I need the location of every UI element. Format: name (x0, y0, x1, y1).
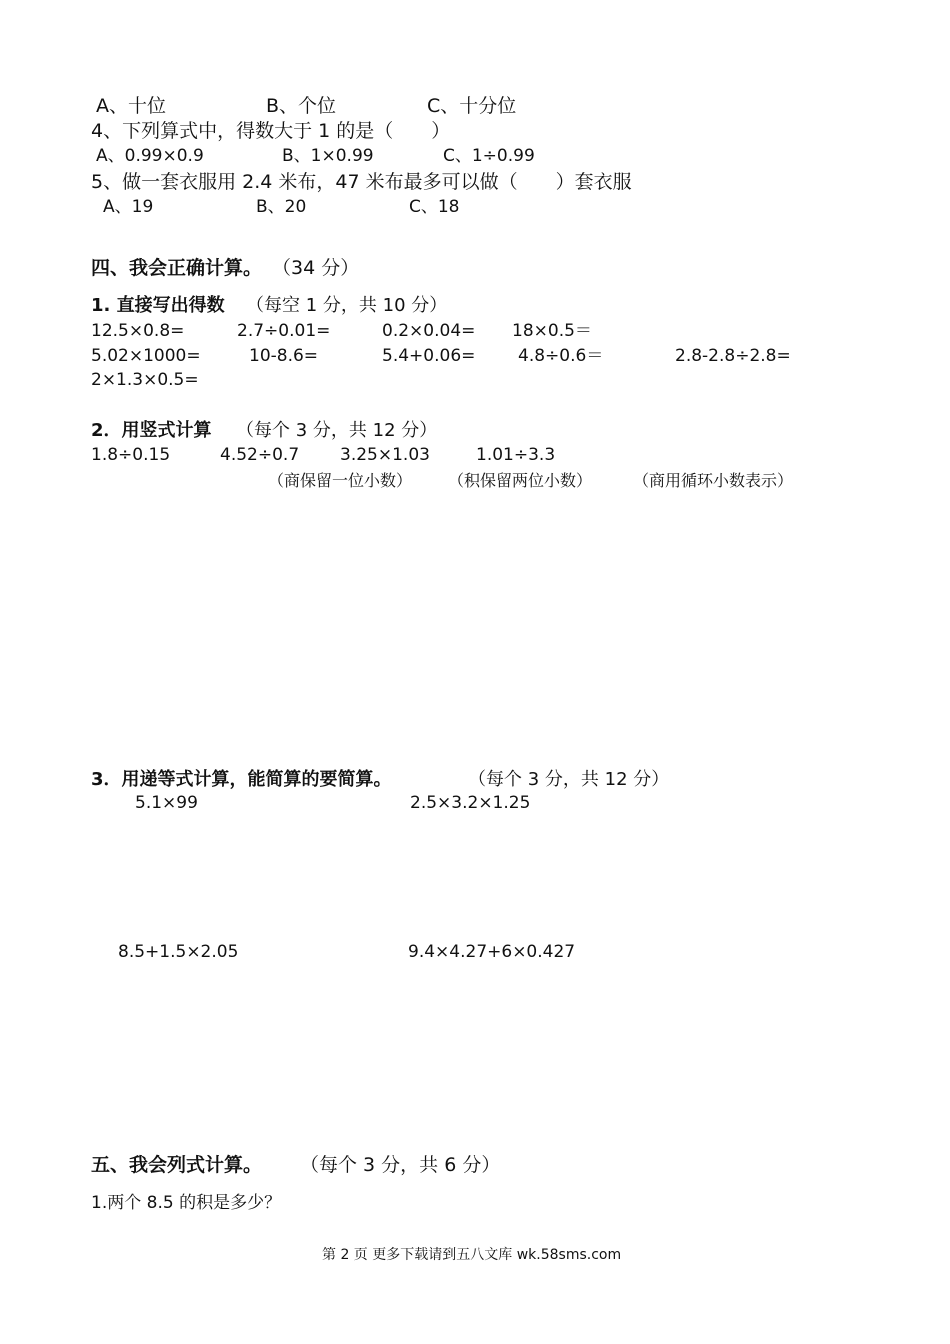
q4-stem: 4、下列算式中，得数大于 1 的是（ ） (91, 120, 451, 142)
vertical-calc-item: 4.52÷0.7 (220, 445, 300, 465)
section4-heading: 四、我会正确计算。 (91, 257, 263, 279)
part1-note: （每空 1 分，共 10 分） (246, 295, 448, 316)
vertical-calc-hint: （积保留两位小数） (448, 471, 593, 490)
mental-calc-item: 2×1.3×0.5= (91, 370, 199, 390)
section5-note: （每个 3 分，共 6 分） (300, 1154, 501, 1176)
vertical-calc-item: 1.8÷0.15 (91, 445, 171, 465)
q4-choice-b: B、1×0.99 (282, 146, 374, 166)
q5-choice-a: A、19 (103, 197, 154, 217)
mental-calc-item: 10-8.6= (249, 346, 319, 366)
stepwise-calc-item: 5.1×99 (135, 793, 198, 813)
page-footer: 第 2 页 更多下载请到五八文库 wk.58sms.com (322, 1247, 622, 1263)
mental-calc-item: 2.7÷0.01= (237, 321, 331, 341)
section5-question-1: 1.两个 8.5 的积是多少？ (91, 1193, 282, 1213)
section4-score: （34 分） (272, 257, 360, 279)
q5-stem: 5、做一套衣服用 2.4 米布，47 米布最多可以做（ ）套衣服 (91, 171, 632, 193)
stepwise-calc-item: 2.5×3.2×1.25 (410, 793, 531, 813)
vertical-calc-hint: （商保留一位小数） (268, 471, 413, 490)
vertical-calc-hint: （商用循环小数表示） (633, 471, 794, 490)
q4-choice-c: C、1÷0.99 (443, 146, 535, 166)
stepwise-calc-item: 9.4×4.27+6×0.427 (408, 942, 576, 962)
q3-choice-b: B、个位 (266, 95, 337, 117)
q3-choice-a: A、十位 (96, 95, 166, 117)
q3-choice-c: C、十分位 (427, 95, 517, 117)
vertical-calc-item: 1.01÷3.3 (476, 445, 556, 465)
q4-choice-a: A、0.99×0.9 (96, 146, 204, 166)
section5-heading: 五、我会列式计算。 (91, 1154, 263, 1176)
stepwise-calc-item: 8.5+1.5×2.05 (118, 942, 239, 962)
vertical-calc-item: 3.25×1.03 (340, 445, 430, 465)
mental-calc-item: 18×0.5＝ (512, 321, 592, 341)
mental-calc-item: 2.8-2.8÷2.8= (675, 346, 791, 366)
part2-note: （每个 3 分，共 12 分） (236, 420, 438, 441)
part3-title: 3．用递等式计算，能简算的要简算。 (91, 769, 392, 790)
mental-calc-item: 5.02×1000= (91, 346, 201, 366)
part3-note: （每个 3 分，共 12 分） (468, 769, 670, 790)
part1-title: 1. 直接写出得数 (91, 295, 225, 316)
part2-title: 2．用竖式计算 (91, 420, 212, 441)
mental-calc-item: 4.8÷0.6＝ (518, 346, 604, 366)
mental-calc-item: 5.4+0.06= (382, 346, 476, 366)
mental-calc-item: 0.2×0.04= (382, 321, 476, 341)
q5-choice-b: B、20 (256, 197, 307, 217)
mental-calc-item: 12.5×0.8= (91, 321, 185, 341)
q5-choice-c: C、18 (409, 197, 460, 217)
